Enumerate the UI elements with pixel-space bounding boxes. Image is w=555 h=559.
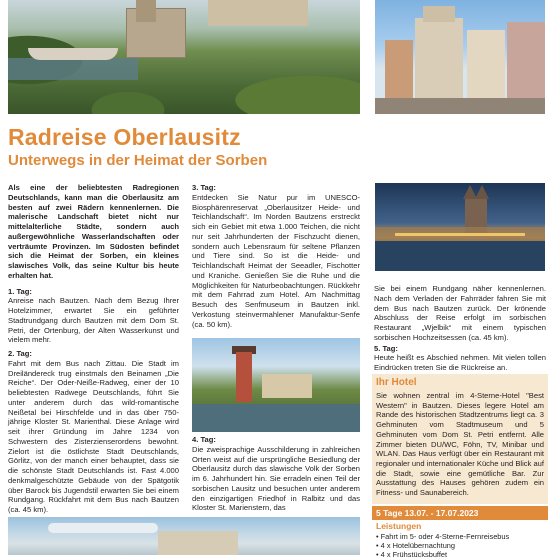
day-3-heading: 3. Tag: [192,183,216,192]
photo-market-square [375,0,545,114]
photo-tower-lake [192,338,360,432]
day-5-text: Heute heißt es Abschied nehmen. Mit vielen tollen Eindrücken treten Sie die Rückreise an. [374,353,546,372]
travel-dates: 5 Tage 13.07. - 17.07.2023 [372,506,548,520]
page-title: Radreise Oberlausitz [8,124,241,150]
day-5-heading: 5. Tag: [374,343,398,353]
hotel-title: Ihr Hotel [376,377,417,388]
text-column-2-bottom [192,435,360,513]
day-4-text: Die zweisprachige Ausschilderung in zahlreichen Orten weist auf die ursprüngliche Besiedlung der Oberlausitz durch das slawische Volk der Sorben im 6. Jahrhundert hin. Sie erradeln einen Teil der sorbischen Lausitz und besuchen unter anderem den einzigartigen Friedhof in Ralbitz und das Kloster St. Marienstern, das [192,444,360,513]
intro-text: Als eine der beliebtesten Radregionen Deutschlands, kann man die Oberlausitz am besten auf zwei Rädern kennenlernen. Die malerische Landschaft bietet nicht nur mittelalterliche Städte, sondern auch außergewöhnliche Wasserlandschaften oder verträumte Provinzen. Im Südosten befindet sich die Heimat der Sorben, ein kleines slawisches Volk, das seine Kultur bis heute erhalten hat. [8,183,179,280]
day-2-heading: 2. Tag: [8,349,32,358]
day-4-heading: 4. Tag: [192,435,216,444]
photo-castle-bottom [8,517,360,555]
list-item: • Fahrt im 5- oder 4-Sterne-Fernreisebus [376,532,546,541]
day-3-text: Entdecken Sie Natur pur im UNESCO-Biosphärenreservat „Oberlausitzer Heide- und Teichlandschaft“. Im Norden Bautzens erstreckt sich ein Gebiet mit etwa 1.000 Teichen, die nicht nur seit Jahrhunderten der Fischzucht dienen, sondern auch Lebensraum für seltene Pflanzen und Tiere sind. So ist die Heide- und Teichlandschaft Heimat der Seeadler, Fischotter und Kraniche. Genießen Sie die Ruhe und die Möglichkeiten für Naturbeobachtungen. Rückkehr mit dem Fahrrad zum Hotel. Am Nachmittag Besuch des Senfmuseum in Bautzen inkl. Verkostung steinvermahlener Manufaktur-Senfe (ca. 50 km). [192,192,360,329]
list-item: • 4 x Frühstücksbuffet [376,550,546,559]
text-column-2-top [192,183,360,329]
text-column-1 [8,183,179,515]
photo-castle-river [8,0,360,114]
day-2-text: Fahrt mit dem Bus nach Zittau. Die Stadt im Dreiländereck trug einstmals den Beinamen „Die Reiche“. Der Oder-Neiße-Radweg, einer der 10 beliebtesten Radwege Deutschlands, führt Sie unter anderem durch das wild-romantische Neißetal bei Hirschfelde und in das über 750-jährige Kloster St. Marienthal. Diese Anlage wird seit ihrer Gründung im Jahre 1234 von Schwestern des Zisterzienserordens bewohnt. Zielort ist die östlichste Stadt Deutschlands, Görlitz, von der manch einer behauptet, dass sie die schönste Stadt Deutschlands ist. Fast 4.000 denkmalgeschützte Gebäude von der Spätgotik über Barock bis Jugendstil erwarten Sie bei einem Rundgang. Rückfahrt mit dem Bus nach Bautzen (ca. 45 km). [8,358,179,514]
day-1-heading: 1. Tag: [8,286,32,296]
leistungen-title: Leistungen [376,521,422,531]
page-subtitle: Unterwegs in der Heimat der Sorben [8,152,268,169]
day-4-continued: Sie bei einem Rundgang näher kennenlernen. Nach dem Verladen der Fahrräder fahren Sie mit dem Bus nach Bautzen zurück. Der krönende Abschluss der Reise erfolgt im sorbischen Restaurant „Wjelbik“ mit einem typischen sorbischen Hochzeitsessen (ca. 45 km). [374,284,546,342]
photo-city-night [375,183,545,271]
text-column-3 [374,284,546,373]
list-item: • 4 x Hotelübernachtung [376,541,546,550]
hotel-text: Sie wohnen zentral im 4-Sterne-Hotel "Best Western" in Bautzen. Dieses legere Hotel am Rande des historischen Stadtzentrums liegt ca. 3 Gehminuten vom Stadtmuseum und 5 Gehminuten vom Dom St. Petri entfernt. Alle Zimmer bieten DU/WC, Föhn, TV, Minibar und WLAN. Das Haus verfügt über ein Restaurant mit regionaler und internationaler Küche und Blick auf die Stadt, sowie eine gemütliche Bar. Zur Ausstattung des Hauses gehören zudem ein Fitness- und Saunabereich. [376,391,545,498]
day-1-text: Anreise nach Bautzen. Nach dem Bezug Ihrer Hotelzimmer, erwartet Sie ein geführter Stadtrundgang durch Bautzen mit dem Dom St. Petri, der Ortenburg, der Alten Wasserkunst und vielem mehr. [8,296,179,345]
